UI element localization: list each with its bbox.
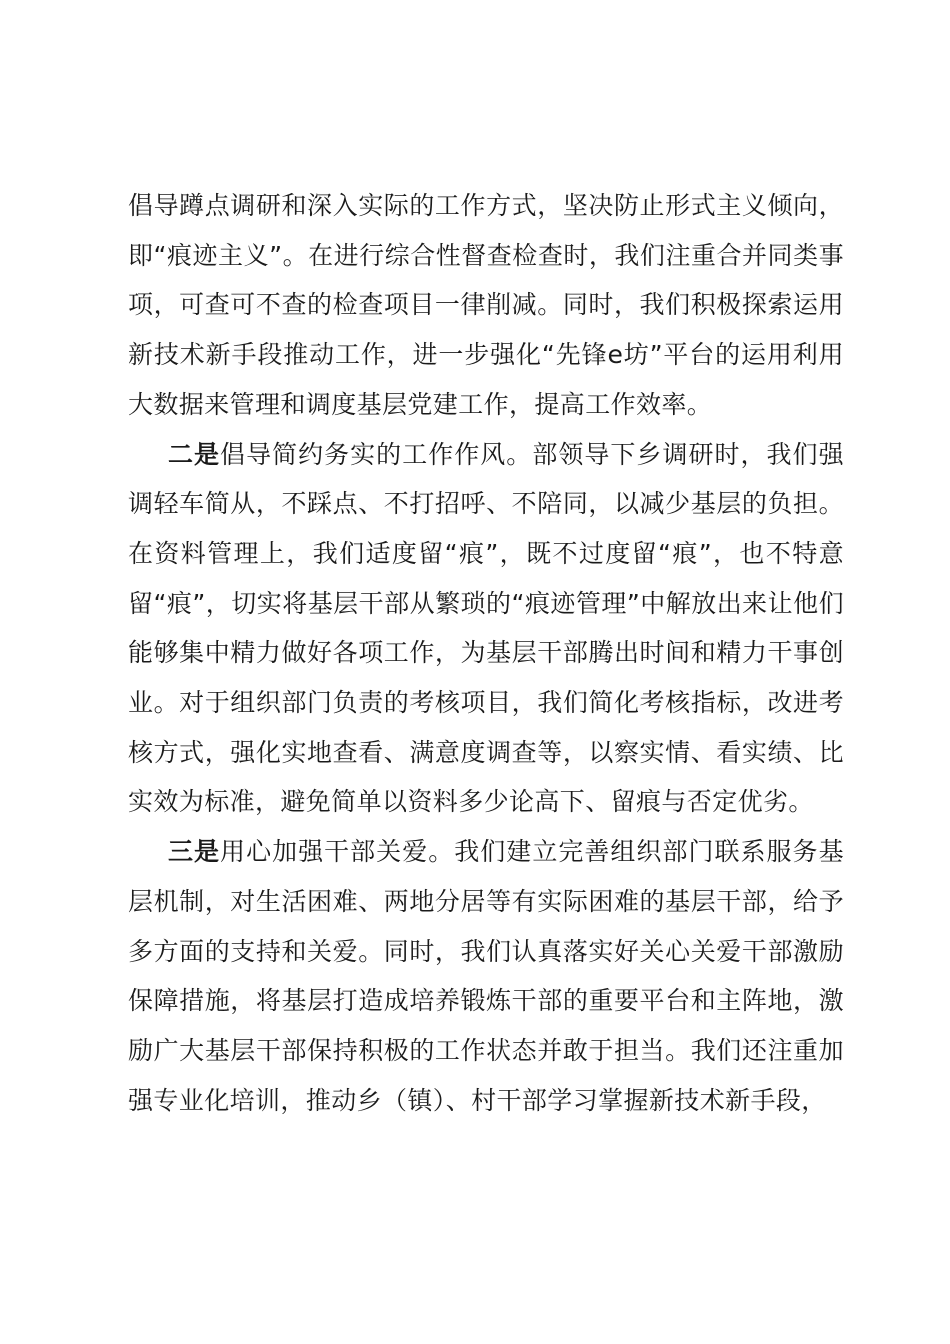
paragraph-1 (128, 181, 844, 430)
paragraph-1-text: 倡导蹲点调研和深入实际的工作方式，坚决防止形式主义倾向，即“痕迹主义”。在进行综合性督查检查时，我们注重合并同类事项，可查可不查的检查项目一律削减。同时，我们积极探索运用新技术新手段推动工作，进一步强化“先锋e坊”平台的运用利用大数据来管理和调度基层党建工作，提高工作效率。 (128, 191, 844, 419)
paragraph-3 (128, 827, 844, 1125)
document-body (128, 181, 844, 1125)
paragraph-2 (128, 430, 844, 828)
paragraph-2-text: 倡导简约务实的工作作风。部领导下乡调研时，我们强调轻车简从，不踩点、不打招呼、不陪同，以减少基层的负担。在资料管理上，我们适度留“痕”，既不过度留“痕”，也不特意留“痕”，切实将基层干部从繁琐的“痕迹管理”中解放出来让他们能够集中精力做好各项工作，为基层干部腾出时间和精力干事创业。对于组织部门负责的考核项目，我们简化考核指标，改进考核方式，强化实地查看、满意度调查等，以察实情、看实绩、比实效为标准，避免简单以资料多少论高下、留痕与否定优劣。 (128, 439, 844, 817)
paragraph-2-lead: 二是 (168, 439, 221, 469)
paragraph-3-text: 用心加强干部关爱。我们建立完善组织部门联系服务基层机制，对生活困难、两地分居等有实际困难的基层干部，给予多方面的支持和关爱。同时，我们认真落实好关心关爱干部激励保障措施，将基层打造成培养锻炼干部的重要平台和主阵地，激励广大基层干部保持积极的工作状态并敢于担当。我们还注重加强专业化培训，推动乡（镇）、村干部学习掌握新技术新手段， (128, 837, 844, 1115)
paragraph-3-lead: 三是 (168, 837, 221, 867)
